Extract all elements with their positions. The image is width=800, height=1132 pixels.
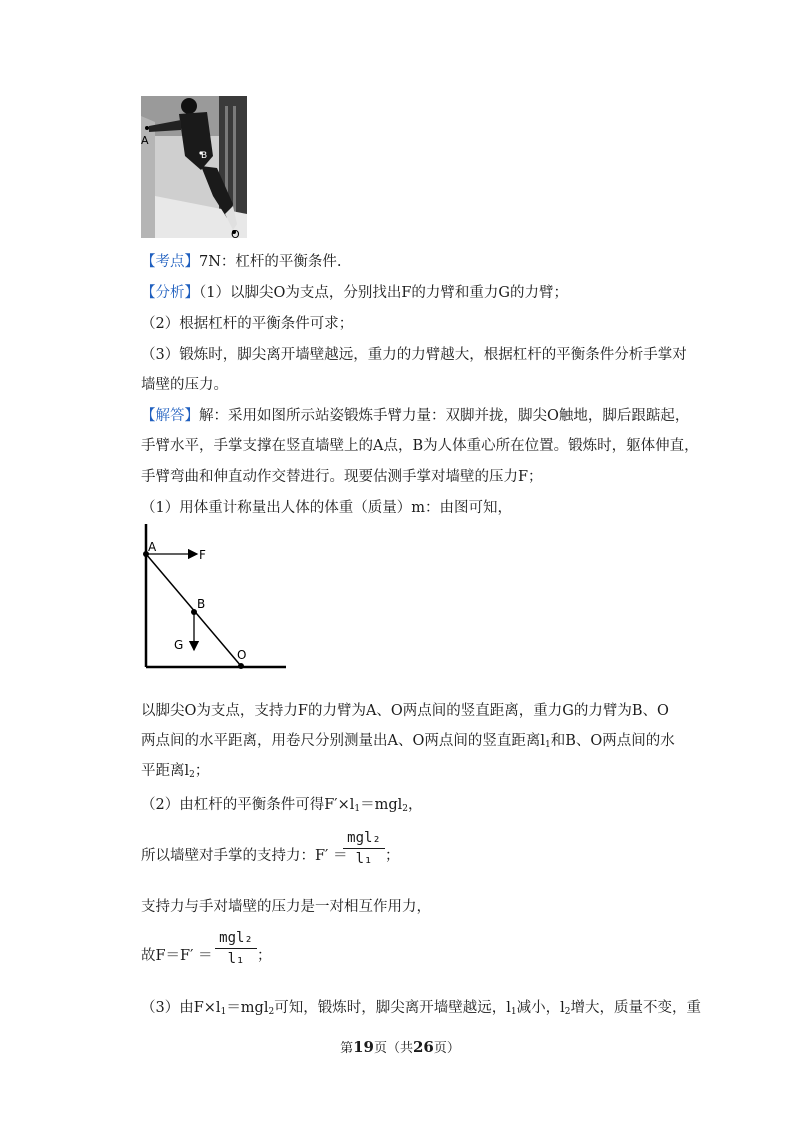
result-end: ； (257, 948, 272, 964)
step3-end: 增大，质量不变，重 (570, 1000, 701, 1016)
step2-mid: ＝mgl (360, 797, 403, 813)
fenxi-tag: 【分析】 (141, 285, 199, 301)
diagram-label-b: B (197, 597, 206, 611)
diagram-label-g: G (174, 638, 184, 652)
step2-sub1: 1 (354, 804, 361, 814)
step3-line (141, 998, 701, 1022)
para2-sub-2: 2 (189, 770, 195, 780)
step3-pre: （3）由F×l (141, 1000, 221, 1016)
para2-sub-1: 1 (545, 740, 551, 750)
step2-sub2: 2 (402, 804, 409, 814)
footer-end: 页） (433, 1041, 460, 1056)
fenxi-line-4: 墙壁的压力。 (141, 377, 228, 393)
result-line: 故F＝F′ ＝ (141, 948, 213, 964)
exercise-photo (141, 96, 247, 238)
photo-label-b: B (201, 151, 208, 161)
step3-mid2: 可知，锻炼时，脚尖离开墙壁越远，l (274, 1000, 511, 1016)
exercise-photo-illustration (141, 96, 247, 238)
jieda-line-4: （1）用体重计称量出人体的体重（质量）m：由图可知， (141, 500, 512, 516)
diagram-label-f: F (199, 548, 206, 562)
para2-text-2-end: 和B、O两点间的水 (550, 733, 675, 749)
footer-total-pages: 26 (413, 1038, 434, 1056)
fenxi-text-1: （1）以脚尖O为支点，分别找出F的力臂和重力G的力臂； (199, 285, 569, 301)
support-fraction-bar (343, 848, 385, 849)
point-o (238, 663, 244, 669)
jieda-tag: 【解答】 (141, 408, 199, 424)
jieda-line-2: 手臂水平，手掌支撑在竖直墙壁上的A点，B为人体重心所在位置。锻炼时，躯体伸直， (141, 438, 699, 454)
jieda-text-1: 解：采用如图所示站姿锻炼手臂力量：双脚并拢，脚尖O触地，脚后跟踮起， (199, 408, 690, 424)
footer-mid: 页（共 (373, 1041, 413, 1056)
step2-line (141, 795, 423, 819)
diagram-label-o: O (237, 648, 247, 662)
step3-mid: ＝mgl (226, 1000, 269, 1016)
result-fraction (215, 930, 257, 967)
step3-sub4: 2 (564, 1007, 571, 1017)
support-end: ； (385, 848, 400, 864)
jieda-line-1 (141, 406, 689, 426)
lever-diagram (141, 518, 291, 674)
result-numerator: mgl₂ (219, 930, 253, 946)
kaodian-text: 7N：杠杆的平衡条件. (199, 254, 342, 270)
step3-sub1: 1 (220, 1007, 227, 1017)
step3-mid3: 减小，l (516, 1000, 565, 1016)
para2-text-3: 平距离l (141, 763, 190, 779)
step2-pre: （2）由杠杆的平衡条件可得F′×l (141, 797, 355, 813)
support-fraction (343, 830, 385, 867)
result-denominator: l₁ (227, 951, 245, 967)
photo-label-a: A (141, 134, 149, 147)
kaodian-tag: 【考点】 (141, 254, 199, 270)
step2-end: ， (408, 797, 423, 813)
diagram-label-a: A (148, 540, 157, 554)
para2-text-2: 两点间的水平距离，用卷尺分别测量出A、O两点间的竖直距离l (141, 733, 545, 749)
page-footer (0, 1037, 800, 1056)
kaodian-line (141, 252, 342, 272)
fenxi-line-1 (141, 283, 568, 303)
photo-label-o: O (231, 228, 240, 238)
footer-page-number: 19 (353, 1038, 374, 1056)
support-denominator: l₁ (355, 851, 373, 867)
step3-sub3: 1 (510, 1007, 517, 1017)
fenxi-line-3: （3）锻炼时，脚尖离开墙壁越远，重力的力臂越大，根据杠杆的平衡条件分析手掌对 (141, 347, 687, 363)
para2-text-3-end: ； (194, 763, 210, 779)
para2-line-3 (141, 761, 209, 785)
para2-line-2 (141, 731, 675, 755)
support-line: 所以墙壁对手掌的支持力：F′ ＝ (141, 848, 348, 864)
result-fraction-bar (215, 948, 257, 949)
para2-line-1: 以脚尖O为支点，支持力F的力臂为A、O两点间的竖直距离，重力G的力臂为B、O (141, 703, 669, 719)
step3-sub2: 2 (268, 1007, 275, 1017)
fenxi-line-2: （2）根据杠杆的平衡条件可求； (141, 316, 354, 332)
footer-pre: 第 (340, 1041, 354, 1056)
support-numerator: mgl₂ (347, 830, 381, 846)
jieda-line-3: 手臂弯曲和伸直动作交替进行。现要估测手掌对墙壁的压力F； (141, 469, 543, 485)
mutual-line: 支持力与手对墙壁的压力是一对相互作用力， (141, 899, 431, 915)
